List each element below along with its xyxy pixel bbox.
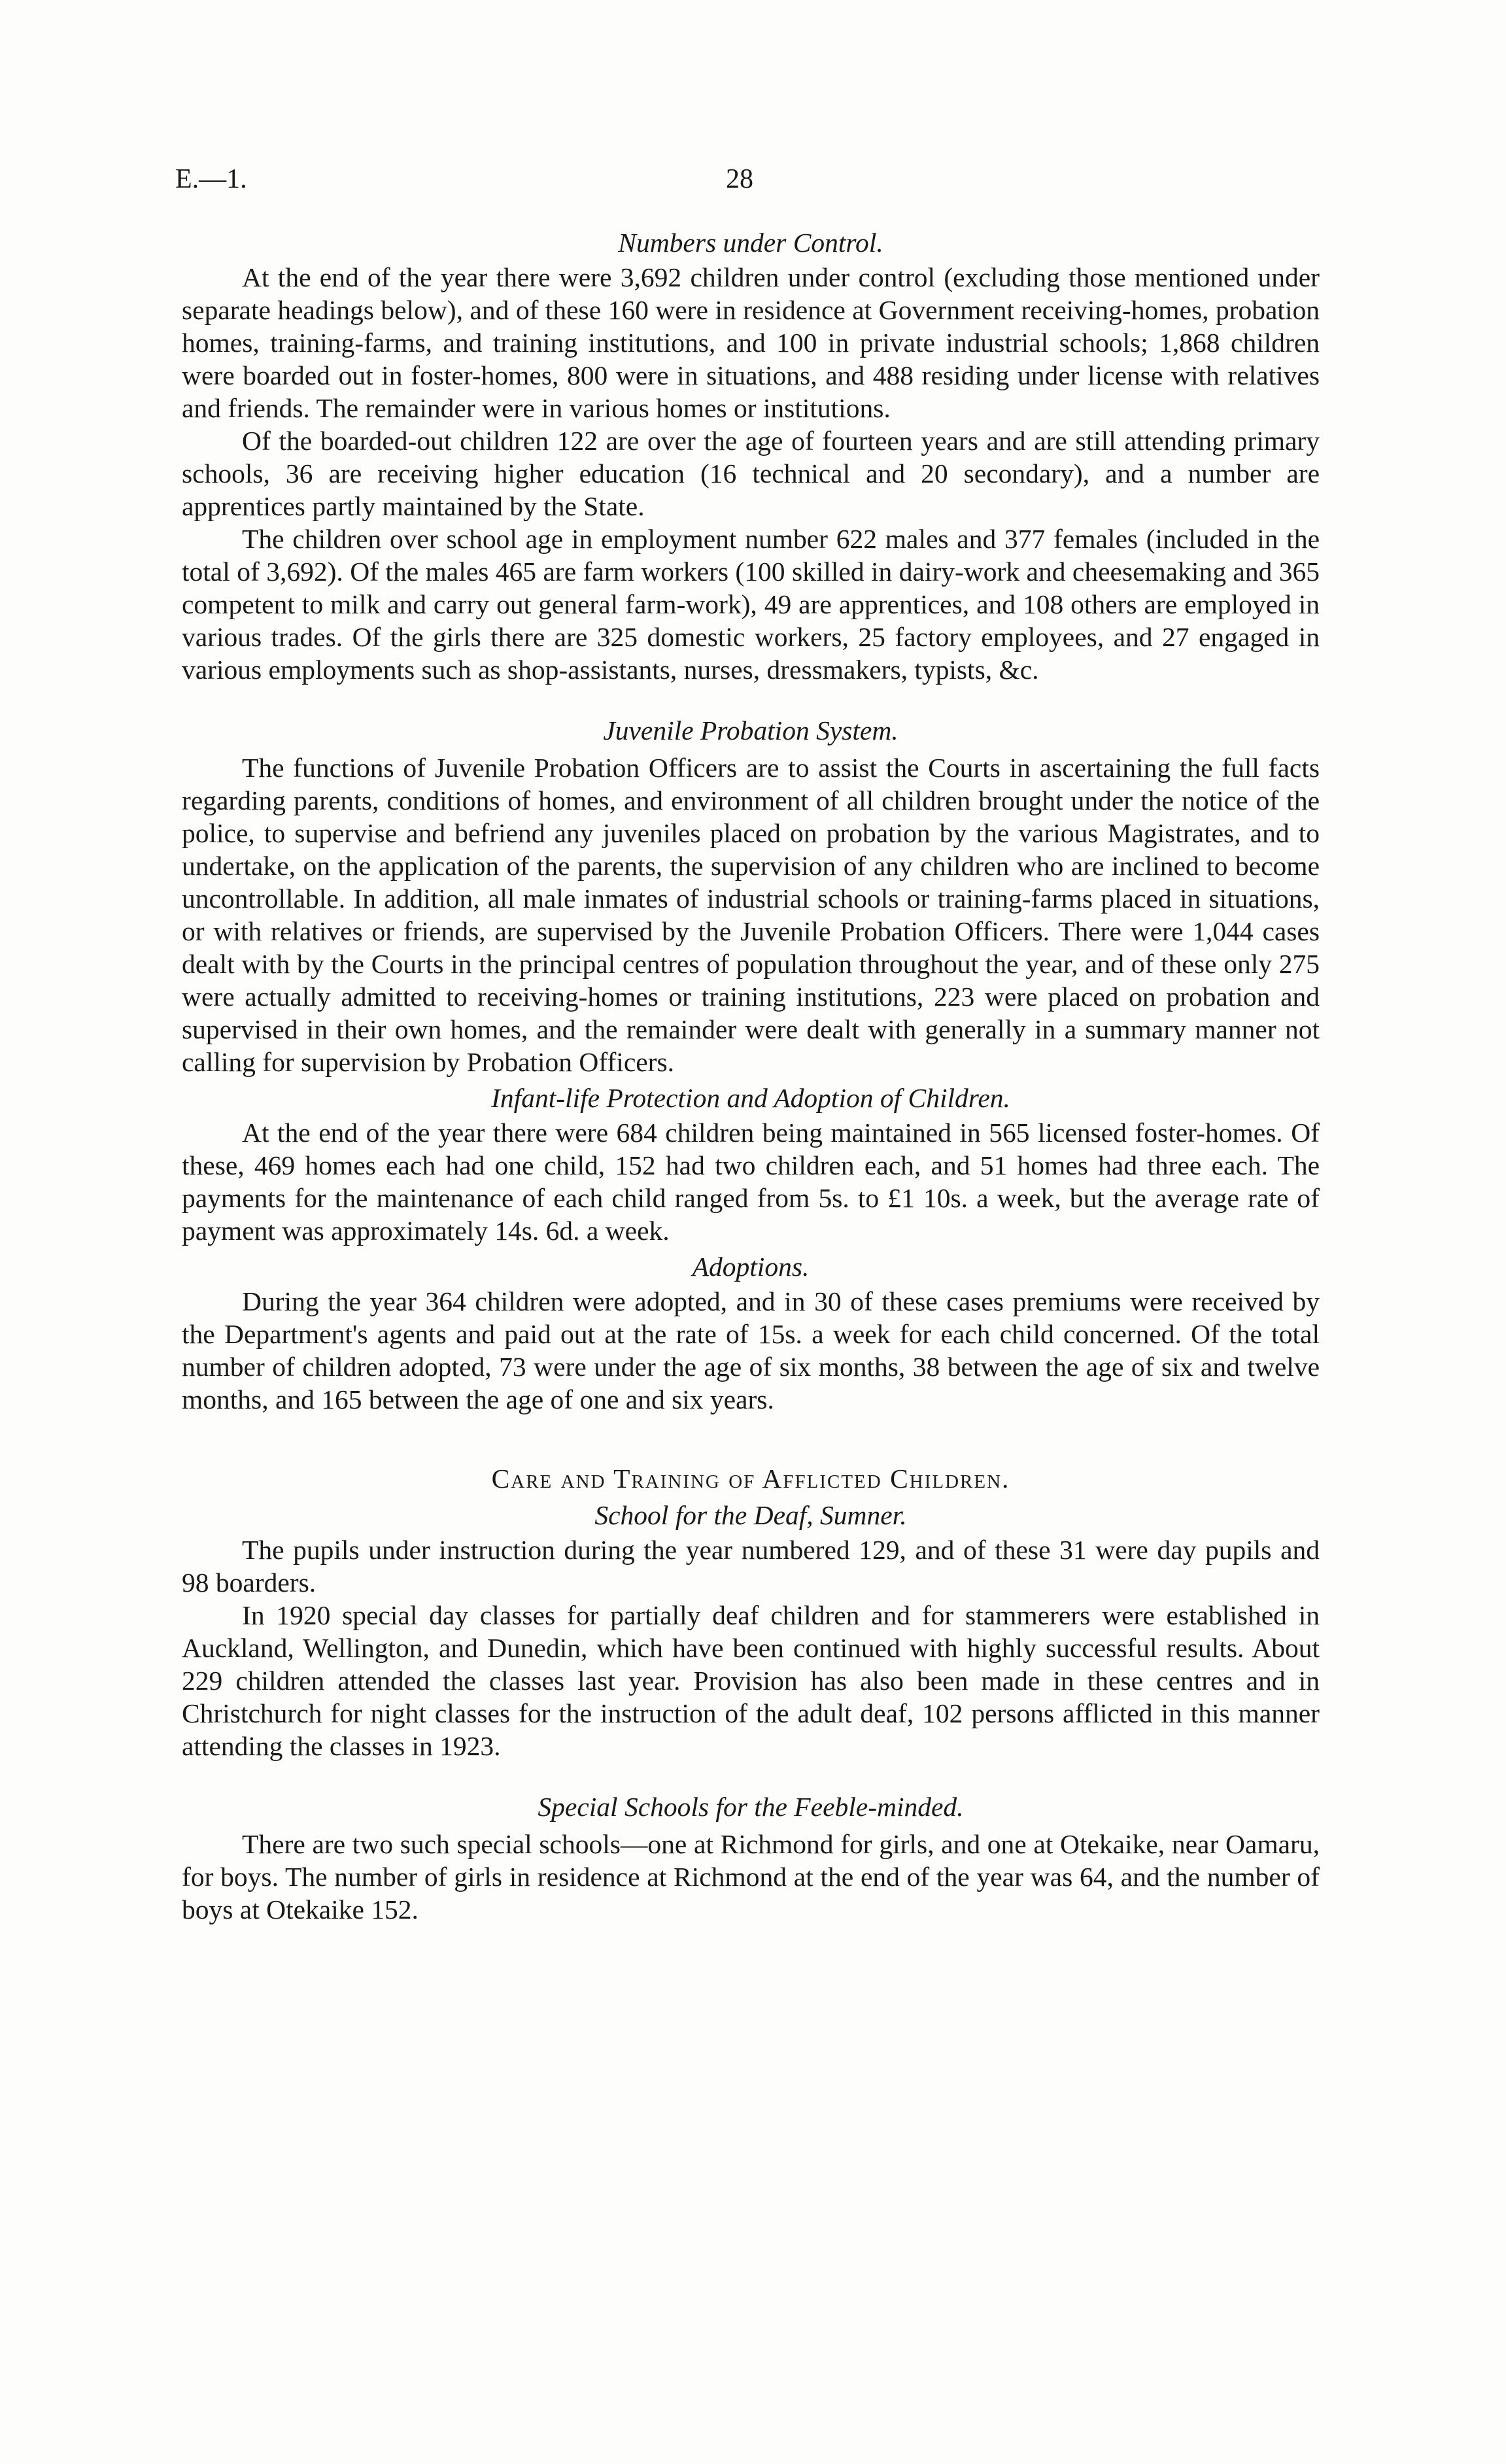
section-title-infant-life-protection: Infant-life Protection and Adoption of Children.	[491, 1083, 1010, 1113]
section-title-juvenile-probation: Juvenile Probation System.	[603, 715, 898, 745]
section-title-numbers-under-control: Numbers under Control.	[618, 228, 883, 258]
paragraph: The pupils under instruction during the year numbered 129, and of these 31 were day pupils and 98 boarders.	[182, 1535, 1320, 1598]
paragraph: At the end of the year there were 684 children being maintained in 565 licensed foster-homes. Of these, 469 homes each had one child, 152 had two children each, and 51 homes had three each. The payments for the maintenance of each child ranged from 5s. to £1 10s. a week, but the average rate of payment was approximately 14s. 6d. a week.	[182, 1118, 1320, 1246]
paragraph: At the end of the year there were 3,692 children under control (excluding those mentioned under separate headings below), and of these 160 were in residence at Government receiving-homes, probation homes, training-farms, and training institutions, and 100 in private industrial schools; 1,868 children were boarded out in foster-homes, 800 were in situations, and 488 residing under license with relatives and friends. The remainder were in various homes or institutions.	[182, 262, 1320, 423]
page-header	[175, 163, 1323, 203]
paragraph: The functions of Juvenile Probation Officers are to assist the Courts in ascertaining the full facts regarding parents, conditions of homes, and environment of all children brought under the notice of the police, to supervise and befriend any juveniles placed on probation by the various Magistrates, and to undertake, on the application of the parents, the supervision of any children who are inclined to become uncontrollable. In addition, all male inmates of industrial schools or training-farms placed in situations, or with relatives or friends, are supervised by the Juvenile Probation Officers. There were 1,044 cases dealt with by the Courts in the principal centres of population throughout the year, and of these only 275 were actually admitted to receiving-homes or training institutions, 223 were placed on probation and supervised in their own homes, and the remainder were dealt with generally in a summary manner not calling for supervision by Probation Officers.	[182, 753, 1320, 1077]
paragraph: Of the boarded-out children 122 are over the age of fourteen years and are still attending primary schools, 36 are receiving higher education (16 technical and 20 secondary), and a number are apprentices partly maintained by the State.	[182, 426, 1320, 521]
paragraph: There are two such special schools—one at Richmond for girls, and one at Otekaike, near Oamaru, for boys. The number of girls in residence at Richmond at the end of the year was 64, and the number of boys at Otekaike 152.	[182, 1829, 1320, 1925]
paragraph: The children over school age in employment number 622 males and 377 females (included in the total of 3,692). Of the males 465 are farm workers (100 skilled in dairy-work and cheesemaking and 365 competent to milk and carry out general farm-work), 49 are apprentices, and 108 others are employed in various trades. Of the girls there are 325 domestic workers, 25 factory employees, and 27 engaged in various employments such as shop-assistants, nurses, dressmakers, typists, &c.	[182, 524, 1320, 685]
paragraph: In 1920 special day classes for partially deaf children and for stammerers were established in Auckland, Wellington, and Dunedin, which have been continued with highly successful results. About 229 children attended the classes last year. Provision has also been made in these centres and in Christchurch for night classes for the instruction of the adult deaf, 102 persons afflicted in this manner attending the classes in 1923.	[182, 1600, 1320, 1761]
page-body	[182, 226, 1320, 1926]
document-reference: E.—1.	[175, 164, 247, 194]
page-number: 28	[726, 164, 753, 194]
section-title-feeble-minded: Special Schools for the Feeble-minded.	[538, 1792, 964, 1822]
section-title-adoptions: Adoptions.	[692, 1252, 810, 1282]
section-title-school-for-deaf: School for the Deaf, Sumner.	[594, 1500, 907, 1530]
section-title-afflicted-children: Care and Training of Afflicted Children.	[491, 1463, 1010, 1494]
paragraph: During the year 364 children were adopted, and in 30 of these cases premiums were received by the Department's agents and paid out at the rate of 15s. a week for each child concerned. Of the total number of children adopted, 73 were under the age of six months, 38 between the age of six and twelve months, and 165 between the age of one and six years.	[182, 1286, 1320, 1414]
